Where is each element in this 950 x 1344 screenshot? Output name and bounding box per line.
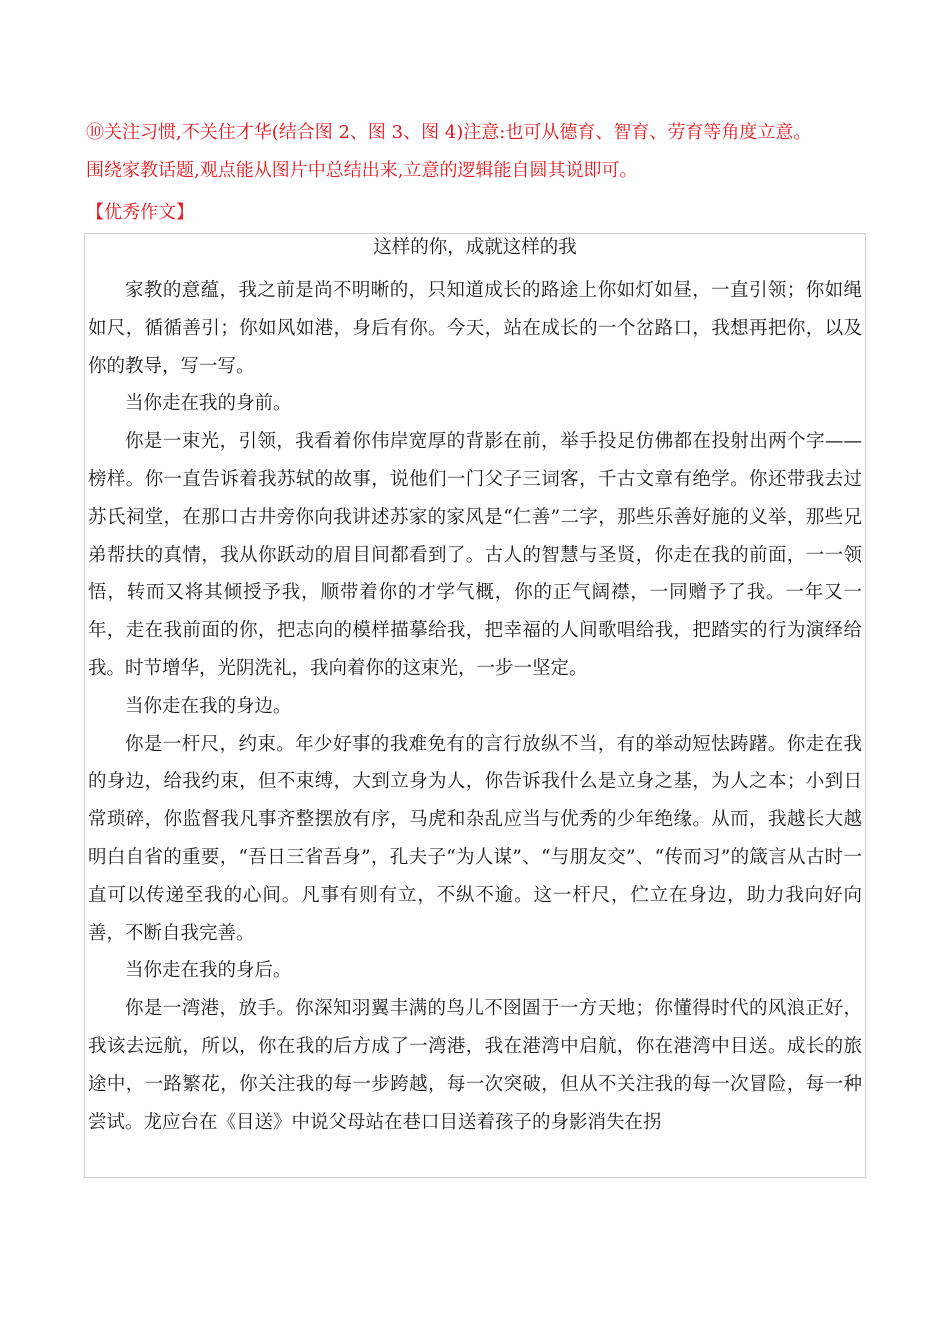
essay-box (84, 233, 866, 1178)
note-line-2: 围绕家教话题,观点能从图片中总结出来,立意的逻辑能自圆其说即可。 (86, 160, 638, 181)
essay-paragraph: 你是一湾港，放手。你深知羽翼丰满的鸟儿不囹圄于一方天地；你懂得时代的风浪正好，我该去远航，所以，你在我的后方成了一湾港，我在港湾中启航，你在港湾中目送。成长的旅途中，一路繁花，你关注我的每一步跨越，每一次突破，但从不关注我的每一次冒险，每一种尝试。龙应台在《目送》中说父母站在巷口目送着孩子的身影消失在拐 (88, 998, 862, 1133)
essay-title: 这样的你，成就这样的我 (373, 237, 577, 258)
note-line-1: ⑩关注习惯,不关住才华(结合图 2、图 3、图 4)注意:也可从德育、智育、劳育等角度立意。 (86, 122, 812, 143)
essay-paragraph: 你是一束光，引领，我看着你伟岸宽厚的背影在前，举手投足仿佛都在投射出两个字——榜样。你一直告诉着我苏轼的故事，说他们一门父子三词客，千古文章有绝学。你还带我去过苏氏祠堂，在那口古井旁你向我讲述苏家的家风是“仁善”二字，那些乐善好施的义举，那些兄弟帮扶的真情，我从你跃动的眉目间都看到了。古人的智慧与圣贤，你走在我的前面，一一领悟，转而又将其倾授予我，顺带着你的才学气概，你的正气阔襟，一同赠予了我。一年又一年，走在我前面的你，把志向的模样描摹给我，把幸福的人间歌唱给我，把踏实的行为演绎给我。时节增华，光阴洗礼，我向着你的这束光，一步一坚定。 (88, 431, 862, 679)
essay-body (85, 236, 865, 1141)
essay-paragraph: 家教的意蕴，我之前是尚不明晰的，只知道成长的路途上你如灯如昼，一直引领；你如绳如尺，循循善引；你如风如港，身后有你。今天，站在成长的一个岔路口，我想再把你，以及你的教导，写一写。 (88, 280, 862, 377)
essay-paragraph: 当你走在我的身边。 (125, 695, 292, 717)
section-heading: 【优秀作文】 (86, 202, 194, 223)
essay-paragraph: 当你走在我的身后。 (125, 960, 292, 982)
essay-paragraph: 你是一杆尺，约束。年少好事的我难免有的言行放纵不当，有的举动短怯踌躇。你走在我的身边，给我约束，但不束缚，大到立身为人，你告诉我什么是立身之基，为人之本；小到日常琐碎，你监督我凡事齐整摆放有序，马虎和杂乱应当与优秀的少年绝缘。从而，我越长大越明白自省的重要，“吾日三省吾身”，孔夫子“为人谋”、“与朋友交”、“传而习”的箴言从古时一直可以传递至我的心间。凡事有则有立，不纵不逾。这一杆尺，伫立在身边，助力我向好向善，不断自我完善。 (88, 733, 862, 944)
essay-paragraph: 当你走在我的身前。 (125, 393, 292, 415)
